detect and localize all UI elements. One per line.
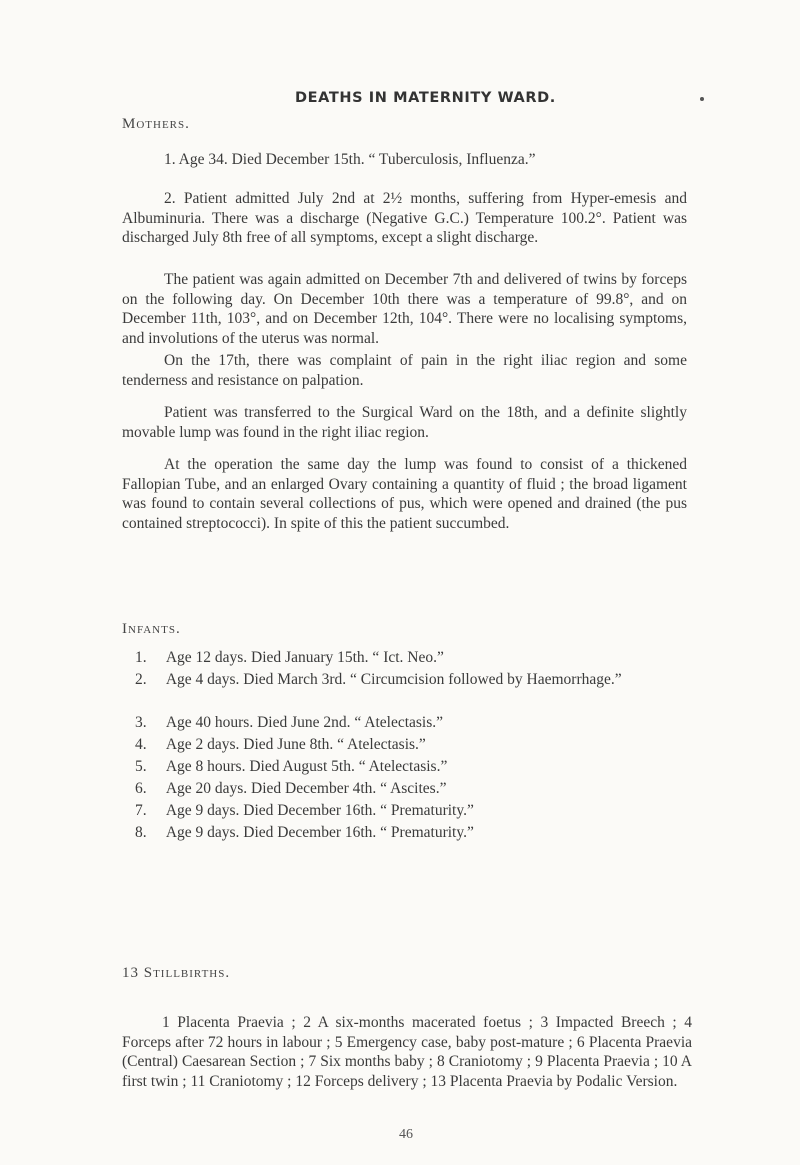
item-number: 4.: [135, 736, 147, 753]
list-item: [122, 801, 722, 820]
mothers-heading: Mothers.: [122, 116, 190, 132]
item-text: Age 20 days. Died December 4th. “ Ascites.”: [165, 780, 447, 797]
infants-heading: Infants.: [122, 621, 181, 637]
stillbirths-heading: 13 Stillbirths.: [122, 965, 231, 981]
mothers-paragraph-2: 2. Patient admitted July 2nd at 2½ months, suffering from Hyper-emesis and Albuminuria. There was a discharge (Negative G.C.) Temperature 100.2°. Patient was discharged July 8th free of all symptoms, except a slight discharge.: [122, 190, 687, 246]
list-item: [122, 823, 722, 842]
mothers-paragraph-5: Patient was transferred to the Surgical Ward on the 18th, and a definite slightly movable lump was found in the right iliac region.: [122, 404, 687, 441]
list-item: [122, 670, 722, 708]
list-item: [122, 735, 722, 754]
item-text: Age 2 days. Died June 8th. “ Atelectasis.”: [165, 736, 426, 753]
item-number: 8.: [135, 824, 147, 841]
item-number: 2.: [135, 671, 147, 688]
item-number: 3.: [135, 714, 147, 731]
mothers-paragraph-3: The patient was again admitted on December 7th and delivered of twins by forceps on the following day. On December 10th there was a temperature of 99.8°, and on December 11th, 103°, and on December 12th, 104°. There were no localising symptoms, and involutions of the uterus was normal.: [122, 271, 687, 347]
stillbirths-paragraph: 1 Placenta Praevia ; 2 A six-months macerated foetus ; 3 Impacted Breech ; 4 Forceps after 72 hours in labour ; 5 Emergency case, baby post-mature ; 6 Placenta Praevia (Central) Caesarean Section ; 7 Six months baby ; 8 Craniotomy ; 9 Placenta Praevia ; 10 A first twin ; 11 Craniotomy ; 12 Forceps delivery ; 13 Placenta Praevia by Podalic Version.: [122, 1014, 692, 1090]
page-number: 46: [399, 1127, 413, 1142]
item-text: Age 4 days. Died March 3rd. “ Circumcision followed by Haemorrhage.”: [165, 671, 622, 688]
item-text: Age 12 days. Died January 15th. “ Ict. Neo.”: [165, 649, 444, 666]
item-number: 1.: [135, 649, 147, 666]
page-title: DEATHS IN MATERNITY WARD.: [295, 90, 556, 106]
item-text: Age 9 days. Died December 16th. “ Prematurity.”: [165, 824, 474, 841]
item-text: Age 8 hours. Died August 5th. “ Atelectasis.”: [165, 758, 448, 775]
item-text: Age 9 days. Died December 16th. “ Prematurity.”: [165, 802, 474, 819]
list-item: [122, 757, 722, 776]
mothers-paragraph-4: On the 17th, there was complaint of pain in the right iliac region and some tenderness and resistance on palpation.: [122, 352, 687, 389]
mothers-paragraph-1: 1. Age 34. Died December 15th. “ Tuberculosis, Influenza.”: [164, 151, 536, 168]
decorative-dot: [700, 97, 704, 101]
list-item: [122, 713, 722, 732]
list-item: [122, 648, 722, 667]
item-number: 5.: [135, 758, 147, 775]
item-number: 7.: [135, 802, 147, 819]
mothers-paragraph-6: At the operation the same day the lump was found to consist of a thickened Fallopian Tube, and an enlarged Ovary containing a quantity of fluid ; the broad ligament was found to contain several collections of pus, which were opened and drained (the pus contained streptococci). In spite of this the patient succumbed.: [122, 456, 687, 532]
infants-list: [122, 648, 722, 845]
list-item: [122, 779, 722, 798]
item-text: Age 40 hours. Died June 2nd. “ Atelectasis.”: [165, 714, 444, 731]
item-number: 6.: [135, 780, 147, 797]
